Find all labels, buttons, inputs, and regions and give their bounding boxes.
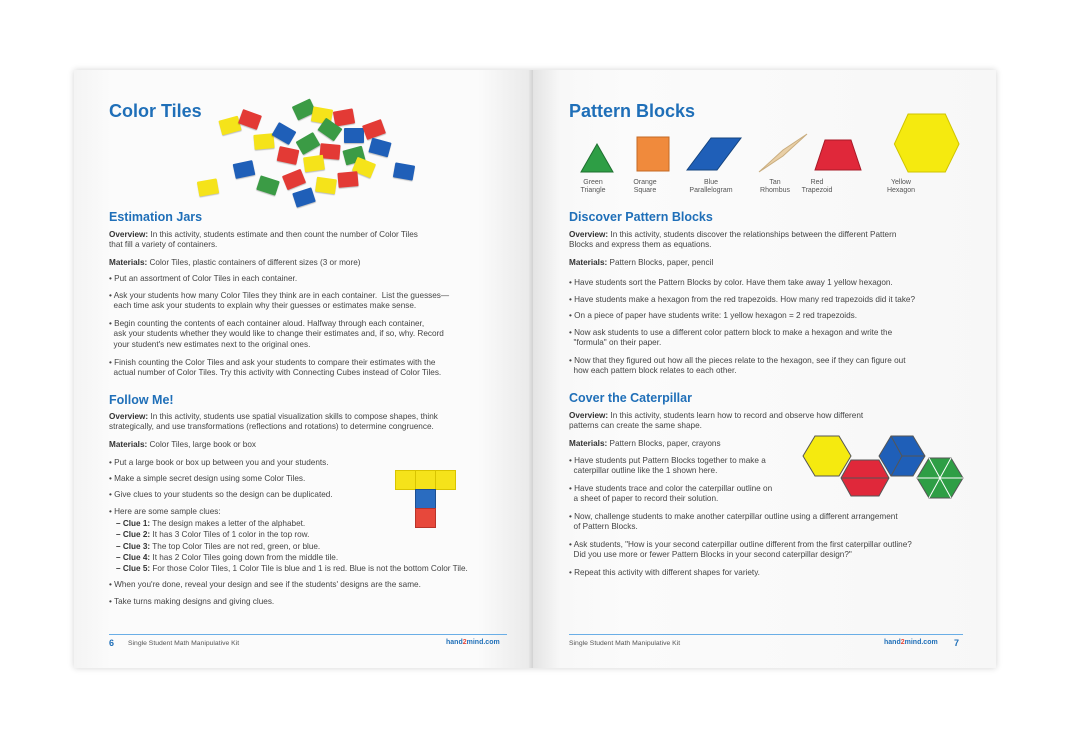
list-item: • Repeat this activity with different shapes for variety. (569, 568, 760, 577)
footer-text: Single Student Math Manipulative Kit (569, 640, 681, 647)
orange-square-shape (637, 137, 669, 171)
brand-link[interactable]: hand2mind.com (884, 639, 938, 646)
list-item: • Begin counting the contents of each container aloud. Halfway through each container, ask your students whether they would like to change their estimates and, if so, why. Record your student's new estimates next to the original ones. (109, 319, 444, 349)
materials-label: Materials: (569, 258, 608, 267)
list-item: • On a piece of paper have students write: 1 yellow hexagon = 2 red trapezoids. (569, 311, 858, 320)
materials-text: Pattern Blocks, paper, crayons (607, 439, 721, 448)
footer-text: Single Student Math Manipulative Kit (128, 640, 240, 647)
block-label-red-trapezoid: Red Trapezoid (801, 179, 833, 194)
yellow-hexagon-shape (894, 114, 959, 172)
caterpillar-image (799, 434, 969, 506)
cover-overview (569, 411, 969, 432)
clue-item: – Clue 2: It has 3 Color Tiles of 1 color in the top row. (116, 530, 310, 540)
overview-label: Overview: (569, 230, 609, 239)
cover-caterpillar-heading: Cover the Caterpillar (569, 391, 692, 405)
materials-label: Materials: (569, 439, 608, 448)
overview-text: In this activity, students use spatial visualization skills to compose shapes, think (148, 412, 438, 421)
overview-label: Overview: (109, 230, 149, 239)
materials-text: Color Tiles, large book or box (147, 440, 256, 449)
overview-text: that fill a variety of containers. (109, 240, 218, 250)
list-item: • Have students trace and color the caterpillar outline on a sheet of paper to record their solution. (569, 484, 773, 504)
pattern-blocks-shapes (563, 110, 983, 176)
overview-label: Overview: (109, 412, 149, 421)
t-tile-design-image (395, 470, 455, 530)
block-label-blue-parallelogram: Blue Parallelogram (689, 179, 733, 194)
estimation-jars-heading: Estimation Jars (109, 210, 203, 224)
block-label-orange-square: Orange Square (633, 179, 657, 194)
materials-text: Color Tiles, plastic containers of different sizes (3 or more) (147, 258, 361, 267)
brand-link[interactable]: hand2mind.com (446, 639, 500, 646)
list-item: • Take turns making designs and giving clues. (109, 597, 275, 606)
overview-text: Blocks and express them as equations. (569, 240, 712, 250)
list-item: • Finish counting the Color Tiles and ask your students to compare their estimates with the actual number of Color Tiles. Try this activity with Connecting Cubes instead of Color Tiles. (109, 358, 442, 378)
overview-text: In this activity, students learn how to record and observe how different (608, 411, 864, 420)
pattern-blocks-title: Pattern Blocks (569, 101, 696, 121)
page-number: 7 (954, 638, 960, 648)
overview-text: strategically, and use transformations (reflections and rotations) to determine congruence. (109, 422, 434, 432)
list-item: • Have students make a hexagon from the red trapezoids. How many red trapezoids did it take? (569, 295, 916, 304)
overview-text: In this activity, students estimate and then count the number of Color Tiles (148, 230, 418, 239)
list-item: • Put a large book or box up between you and your students. (109, 458, 329, 467)
left-page (74, 70, 533, 668)
materials-text: Pattern Blocks, paper, pencil (607, 258, 714, 267)
clue-item: – Clue 1: The design makes a letter of the alphabet. (116, 519, 306, 528)
list-item: • When you're done, reveal your design and see if the students' designs are the same. (109, 580, 421, 589)
estimation-overview (109, 230, 509, 251)
clue-item: – Clue 4: It has 2 Color Tiles going down from the middle tile. (116, 552, 339, 562)
clue-item: – Clue 5: For those Color Tiles, 1 Color Tile is blue and 1 is red. Blue is not the bottom Color Tile. (116, 564, 468, 574)
block-label-tan-rhombus: Tan Rhombus (760, 179, 790, 194)
follow-overview (109, 412, 519, 433)
list-item: • Ask students, "How is your second caterpillar outline different from the first caterpillar outline? Did you use more or fewer Pattern Blocks in your second caterpillar design?" (569, 540, 912, 560)
red-trapezoid-shape (815, 140, 861, 170)
discover-materials (569, 258, 969, 268)
follow-materials (109, 440, 509, 450)
list-item: • Ask your students how many Color Tiles they think are in each container. List the guesses— each time ask your students to explain why their guesses or estimates make sense. (109, 291, 450, 311)
overview-text: In this activity, students discover the relationships between the different Pattern (608, 230, 897, 239)
list-item: • Have students sort the Pattern Blocks by color. Have them take away 1 yellow hexagon. (569, 278, 893, 287)
discover-heading: Discover Pattern Blocks (569, 210, 713, 224)
overview-label: Overview: (569, 411, 609, 420)
list-item: • Now, challenge students to make another caterpillar outline using a different arrangement of Pattern Blocks. (569, 512, 898, 532)
estimation-materials (109, 258, 509, 268)
list-item: • Give clues to your students so the design can be duplicated. (109, 490, 333, 499)
clue-item: – Clue 3: The top Color Tiles are not red, green, or blue. (116, 541, 321, 551)
tan-rhombus-shape (759, 134, 807, 172)
block-label-green-triangle: Green Triangle (580, 179, 606, 194)
materials-label: Materials: (109, 440, 148, 449)
right-page (533, 70, 996, 668)
list-item: • Put an assortment of Color Tiles in each container. (109, 274, 298, 283)
follow-me-heading: Follow Me! (109, 393, 174, 407)
footer-rule (109, 634, 507, 635)
list-item: • Make a simple secret design using some Color Tiles. (109, 474, 306, 483)
list-item: • Now that they figured out how all the pieces relate to the hexagon, see if they can figure out how each pattern block relates to each other. (569, 356, 906, 376)
page-number: 6 (109, 638, 115, 648)
footer-rule (569, 634, 963, 635)
color-tiles-title: Color Tiles (109, 101, 202, 121)
blue-parallelogram-shape (687, 138, 741, 170)
list-item: • Here are some sample clues: (109, 507, 221, 516)
block-label-yellow-hexagon: Yellow Hexagon (886, 179, 916, 194)
overview-text: patterns can create the same shape. (569, 421, 702, 431)
green-triangle-shape (581, 144, 613, 172)
book-spread (74, 70, 996, 668)
list-item: • Have students put Pattern Blocks together to make a caterpillar outline like the 1 shown here. (569, 456, 766, 476)
materials-label: Materials: (109, 258, 148, 267)
discover-overview (569, 230, 969, 251)
color-tiles-image (194, 96, 414, 211)
list-item: • Now ask students to use a different color pattern block to make a hexagon and write the "formula" on their paper. (569, 328, 893, 348)
